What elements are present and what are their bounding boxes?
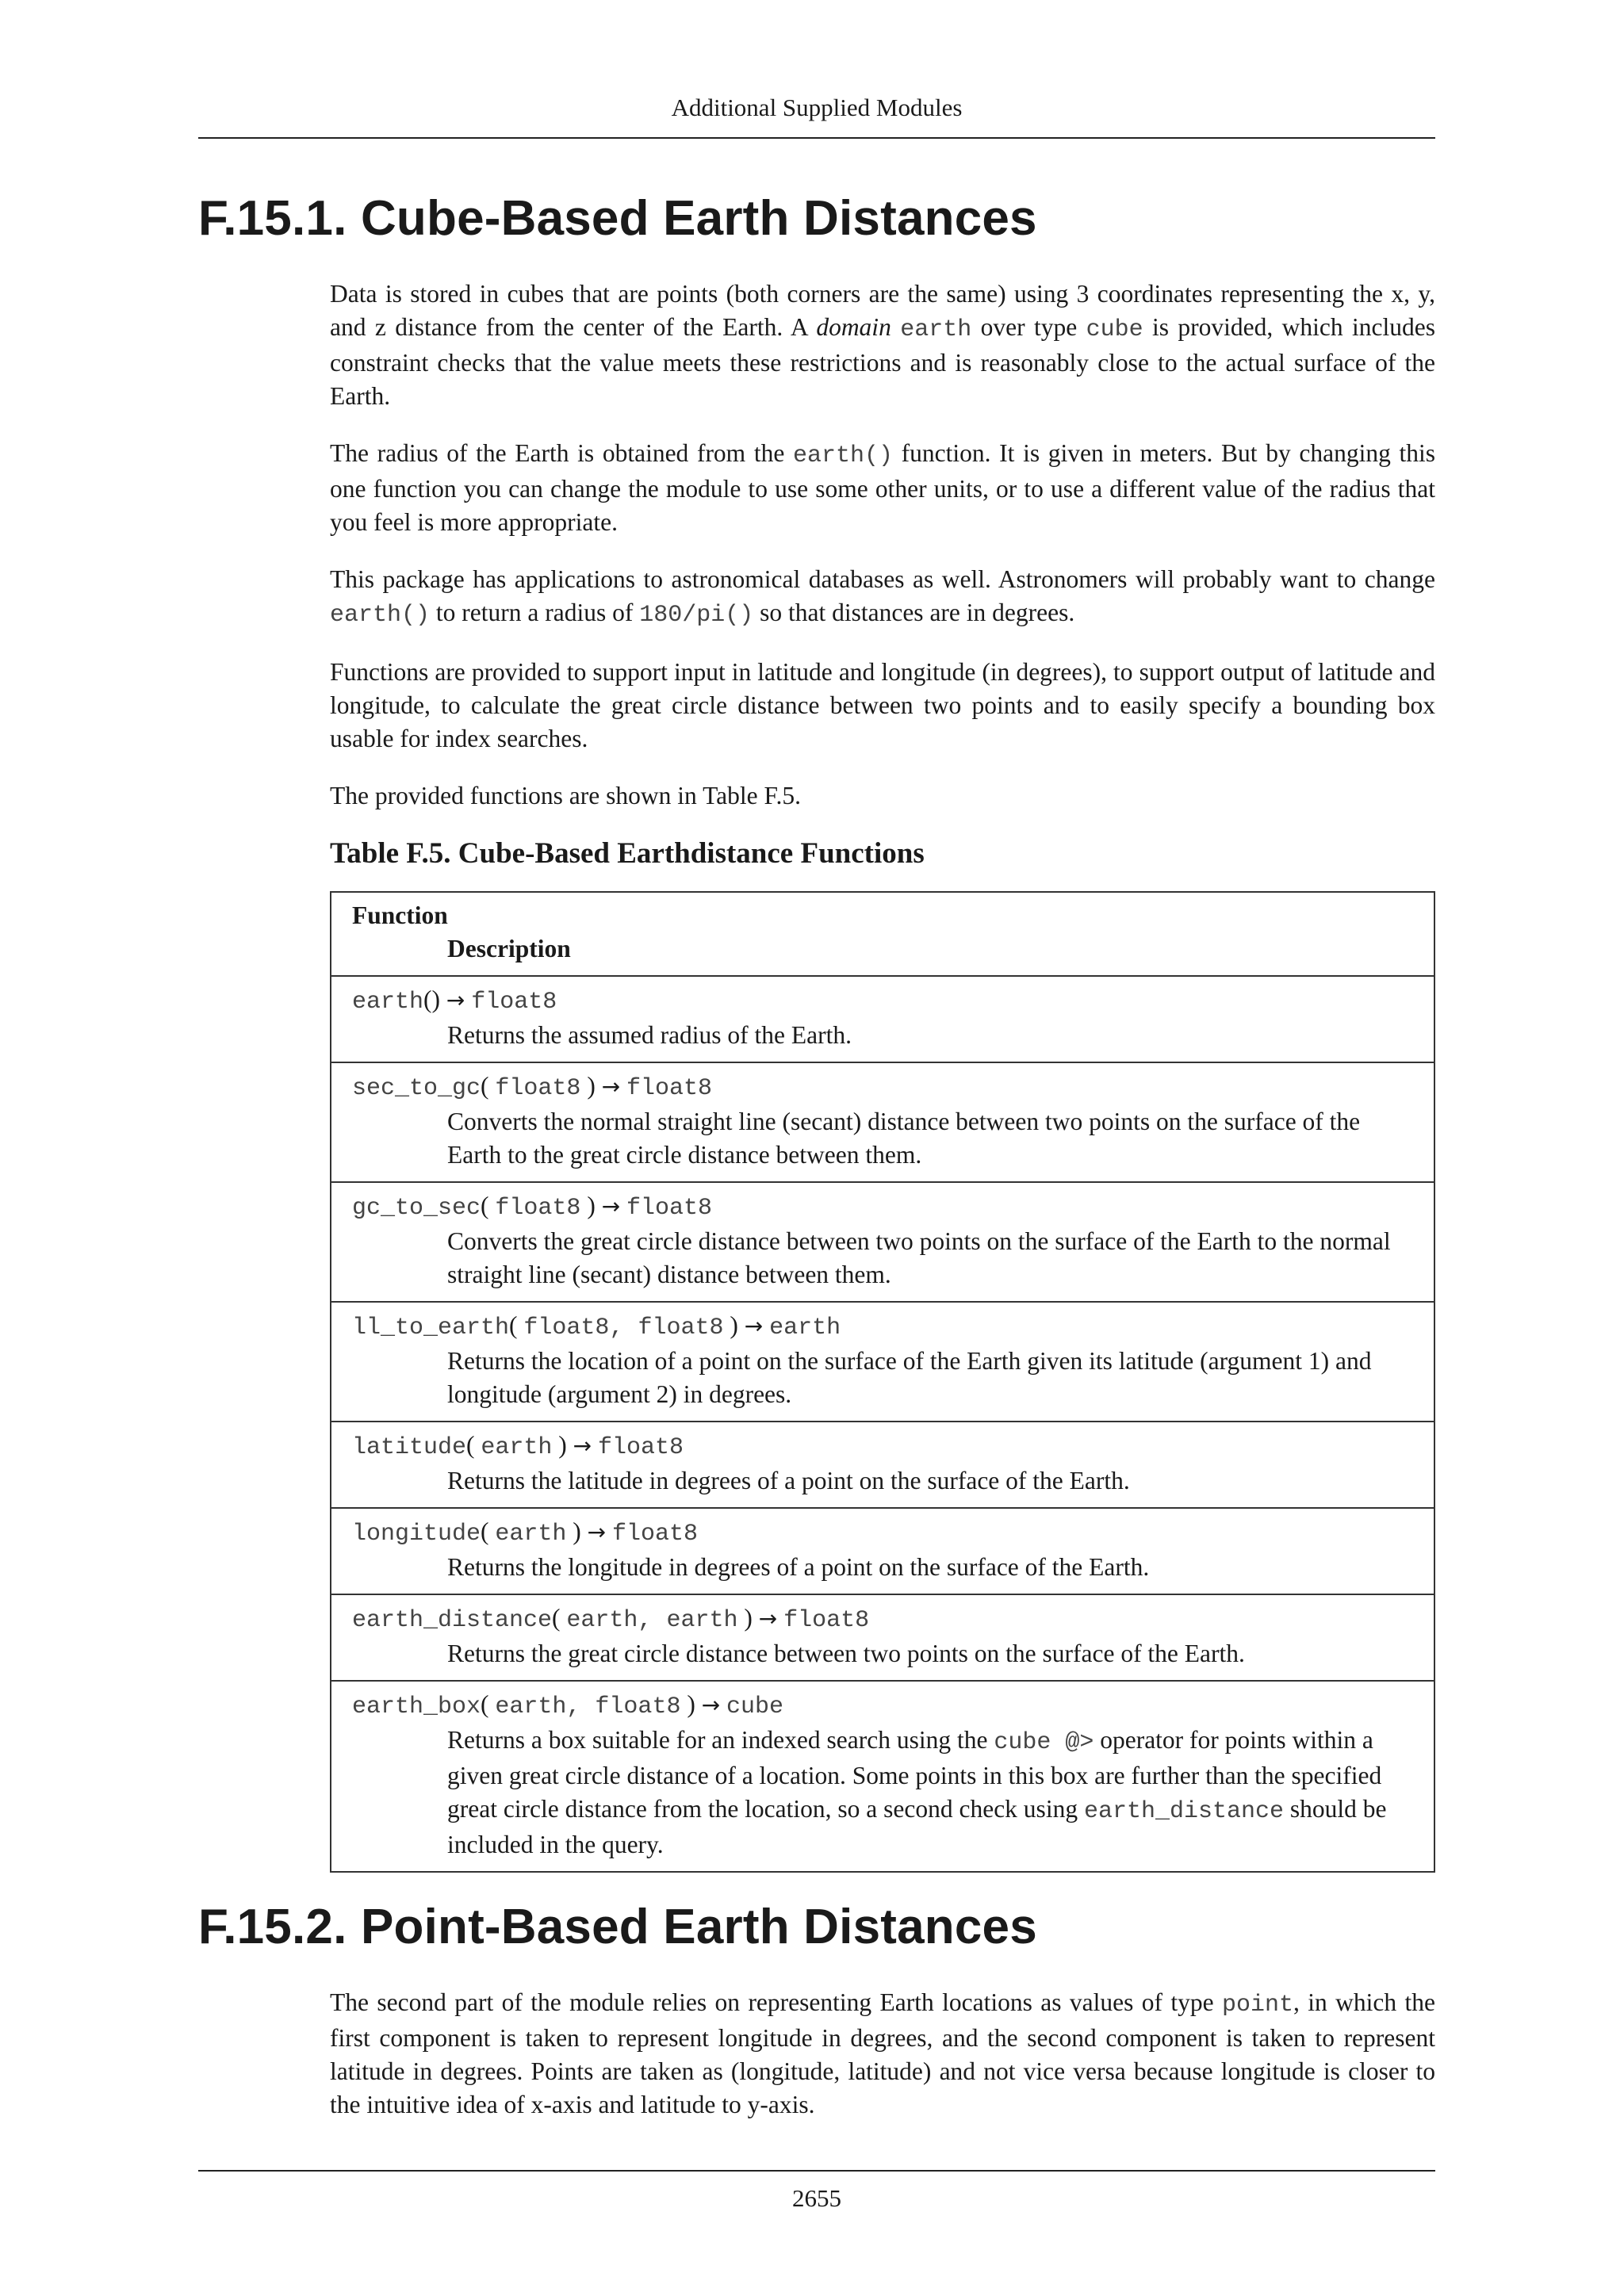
domain-term: domain <box>816 313 891 341</box>
paragraph-functions: Functions are provided to support input in latitude and longitude (in degrees), to support output of latitude and longitude, to calculate the great circle distance between two points and to easily specify a bounding box usable for index searches. <box>330 658 1435 752</box>
table-row <box>331 1681 1434 1872</box>
function-signature: sec_to_gc( float8 ) → float8 <box>352 1072 713 1102</box>
paragraph-radius: The radius of the Earth is obtained from the earth() function. It is given in meters. But by changing this one function you can change the module to use some other units, or to use a different value of the radius that you feel is more appropriate. <box>330 439 1435 536</box>
table-row <box>331 1062 1434 1182</box>
function-description: Returns the location of a point on the surface of the Earth given its latitude (argument 1) and longitude (argument 2) in degrees. <box>447 1347 1372 1408</box>
section-heading-point: F.15.2. Point-Based Earth Distances <box>198 1900 1037 1954</box>
function-signature: gc_to_sec( float8 ) → float8 <box>352 1192 713 1222</box>
function-signature: earth_box( earth, float8 ) → cube <box>352 1690 784 1720</box>
paragraph-point: The second part of the module relies on representing Earth locations as values of type point, in which the first component is taken to represent longitude in degrees, and the second component is taken to represent latitude in degrees. Points are taken as (longitude, latitude) and not vice versa because longitude is closer to the intuitive idea of x-axis and latitude to y-axis. <box>330 1988 1435 2118</box>
functions-table <box>330 891 1435 1873</box>
code-point: point <box>1221 1992 1293 2019</box>
function-description: Returns a box suitable for an indexed search using the cube @> operator for points within a given great circle distance of a location. Some points in this box are further than the specified great circle distance from the location, so a second check using earth_distance should be included in the query. <box>447 1726 1387 1858</box>
table-row <box>331 1302 1434 1422</box>
table-row <box>331 1422 1434 1508</box>
code-cube: cube <box>1086 316 1143 343</box>
function-signature: longitude( earth ) → float8 <box>352 1517 699 1548</box>
running-header: Additional Supplied Modules <box>671 94 963 121</box>
function-signature: latitude( earth ) → float8 <box>352 1431 684 1461</box>
function-description: Converts the great circle distance between two points on the surface of the Earth to the normal straight line (secant) distance between them. <box>447 1227 1391 1288</box>
header-description: Description <box>447 935 571 962</box>
header-rule <box>198 137 1435 139</box>
function-description: Returns the assumed radius of the Earth. <box>447 1021 852 1049</box>
section-heading-cube: F.15.1. Cube-Based Earth Distances <box>198 191 1037 246</box>
function-description: Converts the normal straight line (secant) distance between two points on the surface of the Earth to the great circle distance between them. <box>447 1108 1361 1169</box>
function-signature: earth_distance( earth, earth ) → float8 <box>352 1604 870 1634</box>
page-number: 2655 <box>792 2184 841 2212</box>
code-180-pi: 180/pi() <box>639 602 754 629</box>
code-earth: earth <box>900 316 972 343</box>
code-earth-fn-2: earth() <box>330 602 431 629</box>
header-function: Function <box>352 901 448 929</box>
table-row <box>331 976 1434 1062</box>
table-row <box>331 1594 1434 1681</box>
paragraph-astronomy: This package has applications to astronomical databases as well. Astronomers will probably want to change earth() to return a radius of 180/pi() so that distances are in degrees. <box>330 565 1435 629</box>
function-description: Returns the great circle distance between two points on the surface of the Earth. <box>447 1640 1245 1667</box>
paragraph-storage: Data is stored in cubes that are points (both corners are the same) using 3 coordinates representing the x, y, and z distance from the center of the Earth. A domain earth over type cube is provided, which includes constraint checks that the value meets these restrictions and is reasonably close to the actual surface of the Earth. <box>330 280 1435 410</box>
function-signature: ll_to_earth( float8, float8 ) → earth <box>352 1311 841 1341</box>
table-row <box>331 1182 1434 1302</box>
section-body-cube <box>330 277 1435 1873</box>
code-earth-fn: earth() <box>792 442 894 469</box>
function-description: Returns the latitude in degrees of a point on the surface of the Earth. <box>447 1467 1130 1494</box>
function-signature: earth() → float8 <box>352 985 557 1016</box>
section-body-point <box>330 1986 1435 2145</box>
table-header-row <box>331 892 1434 976</box>
paragraph-table-ref: The provided functions are shown in Table F.5. <box>330 782 801 809</box>
function-description: Returns the longitude in degrees of a point on the surface of the Earth. <box>447 1553 1150 1581</box>
table-title: Table F.5. Cube-Based Earthdistance Functions <box>330 837 925 870</box>
footer-rule <box>198 2170 1435 2172</box>
table-row <box>331 1508 1434 1594</box>
